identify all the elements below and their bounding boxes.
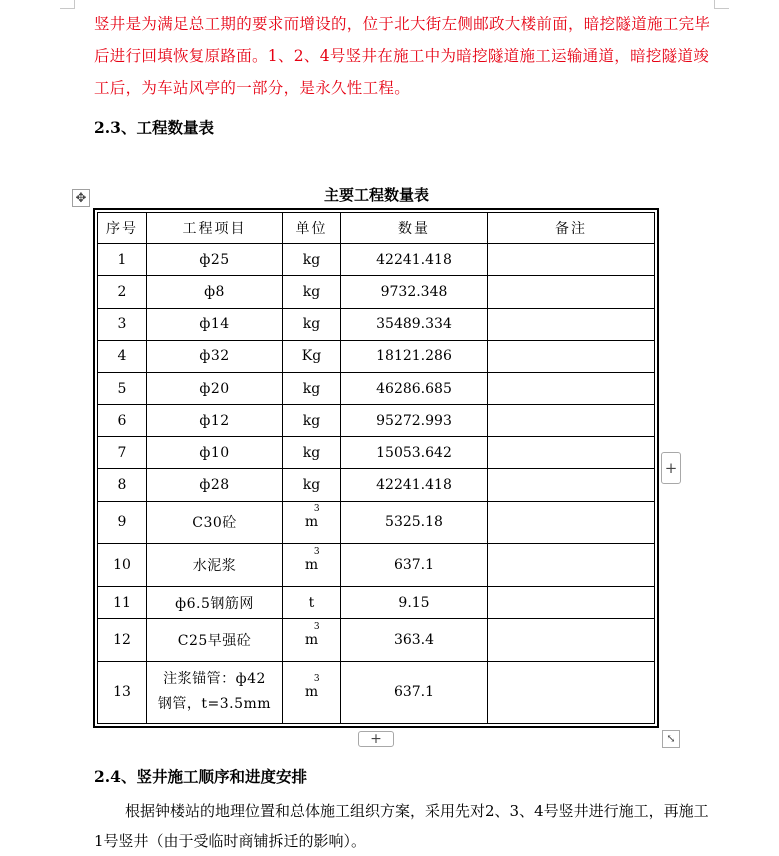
unit-m3 — [304, 674, 320, 701]
quantity-table — [93, 208, 659, 728]
cell-qty: 5325.18 — [341, 501, 488, 543]
cell-item-line2: 钢管，t=3.5mm — [157, 696, 272, 713]
unit-m3 — [304, 547, 320, 574]
cell-item: 水泥浆 — [147, 543, 283, 586]
cell-item — [147, 661, 283, 723]
cell-item-line1: 注浆锚管：ф42 — [163, 671, 266, 688]
table-row — [98, 501, 655, 543]
table-resize-handle-icon[interactable]: ⤡ — [662, 730, 680, 748]
cell-unit — [283, 543, 341, 586]
cell-item: ф10 — [147, 437, 283, 469]
unit-m3 — [304, 621, 320, 648]
unit-base: m — [304, 557, 319, 574]
cell-note[interactable] — [488, 276, 655, 308]
cell-note[interactable] — [488, 372, 655, 404]
cell-qty: 15053.642 — [341, 437, 488, 469]
cell-qty: 637.1 — [341, 543, 488, 586]
table-row — [98, 372, 655, 404]
cell-unit: kg — [283, 244, 341, 276]
table-row — [98, 308, 655, 340]
cell-item: ф28 — [147, 469, 283, 501]
cell-qty: 9732.348 — [341, 276, 488, 308]
cell-item: ф6.5钢筋网 — [147, 587, 283, 619]
cell-unit: kg — [283, 308, 341, 340]
cell-unit: kg — [283, 469, 341, 501]
table-row — [98, 405, 655, 437]
cell-unit: kg — [283, 372, 341, 404]
header-item: 工程项目 — [147, 213, 283, 244]
cell-unit: t — [283, 587, 341, 619]
cell-note[interactable] — [488, 405, 655, 437]
cell-qty: 46286.685 — [341, 372, 488, 404]
cell-note[interactable] — [488, 437, 655, 469]
cell-qty: 9.15 — [341, 587, 488, 619]
cell-qty: 42241.418 — [341, 469, 488, 501]
cell-note[interactable] — [488, 244, 655, 276]
table-row — [98, 244, 655, 276]
cell-unit: Kg — [283, 340, 341, 372]
table-move-handle-icon[interactable]: ✥ — [72, 189, 90, 207]
header-no: 序号 — [98, 213, 147, 244]
cell-unit — [283, 619, 341, 661]
cell-unit: kg — [283, 437, 341, 469]
cell-item: ф32 — [147, 340, 283, 372]
cell-no: 10 — [98, 543, 147, 586]
body-paragraph-text: 根据钟楼站的地理位置和总体施工组织方案，采用先对2、3、4号竖井进行施工，再施工1号竖井（由于受临时商铺拆迁的影响）。 — [94, 802, 709, 850]
cell-no: 4 — [98, 340, 147, 372]
cell-unit — [283, 501, 341, 543]
cell-no: 9 — [98, 501, 147, 543]
cell-no: 11 — [98, 587, 147, 619]
cell-note[interactable] — [488, 619, 655, 661]
table-row — [98, 469, 655, 501]
section-2-4-heading: 2.4、竖井施工顺序和进度安排 — [94, 767, 307, 786]
cell-no: 8 — [98, 469, 147, 501]
table-caption: 主要工程数量表 — [323, 186, 429, 204]
table-row — [98, 661, 655, 723]
cell-unit: kg — [283, 405, 341, 437]
table-row — [98, 587, 655, 619]
cell-qty: 18121.286 — [341, 340, 488, 372]
cell-no: 1 — [98, 244, 147, 276]
cell-item: ф25 — [147, 244, 283, 276]
cell-no: 6 — [98, 405, 147, 437]
cell-item: C30砼 — [147, 501, 283, 543]
unit-sup: 3 — [313, 504, 320, 515]
section-2-3-heading: 2.3、工程数量表 — [94, 118, 214, 137]
cell-unit: kg — [283, 276, 341, 308]
table-row — [98, 543, 655, 586]
cell-no: 5 — [98, 372, 147, 404]
cell-note[interactable] — [488, 501, 655, 543]
add-row-button[interactable]: + — [358, 731, 394, 747]
page-margin-mark-right — [714, 0, 729, 9]
cell-qty: 95272.993 — [341, 405, 488, 437]
cell-qty: 637.1 — [341, 661, 488, 723]
cell-no: 12 — [98, 619, 147, 661]
cell-no: 13 — [98, 661, 147, 723]
cell-item: ф20 — [147, 372, 283, 404]
unit-sup: 3 — [313, 621, 320, 632]
cell-no: 3 — [98, 308, 147, 340]
cell-item: ф8 — [147, 276, 283, 308]
header-unit: 单位 — [283, 213, 341, 244]
intro-paragraph: 竖井是为满足总工期的要求而增设的，位于北大街左侧邮政大楼前面，暗挖隧道施工完毕后进行回填恢复原路面。1、2、4号竖井在施工中为暗挖隧道施工运输通道，暗挖隧道竣工后，为车站风亭的一部分，是永久性工程。 — [94, 15, 711, 97]
cell-note[interactable] — [488, 308, 655, 340]
cell-item: C25早强砼 — [147, 619, 283, 661]
unit-m3 — [304, 504, 320, 531]
cell-note[interactable] — [488, 469, 655, 501]
cell-qty: 35489.334 — [341, 308, 488, 340]
cell-qty: 363.4 — [341, 619, 488, 661]
cell-no: 7 — [98, 437, 147, 469]
table-row — [98, 340, 655, 372]
cell-note[interactable] — [488, 661, 655, 723]
table-row — [98, 437, 655, 469]
unit-base: m — [304, 684, 319, 701]
body-paragraph — [94, 796, 714, 856]
cell-item: ф14 — [147, 308, 283, 340]
unit-sup: 3 — [313, 547, 320, 558]
unit-sup: 3 — [313, 674, 320, 685]
cell-note[interactable] — [488, 587, 655, 619]
add-column-button[interactable]: + — [661, 452, 681, 484]
header-qty: 数量 — [341, 213, 488, 244]
page-margin-mark-left — [60, 0, 75, 9]
table-header-row — [98, 213, 655, 244]
cell-unit — [283, 661, 341, 723]
unit-base: m — [304, 514, 319, 531]
cell-qty: 42241.418 — [341, 244, 488, 276]
cell-item: ф12 — [147, 405, 283, 437]
cell-note[interactable] — [488, 340, 655, 372]
table-row — [98, 276, 655, 308]
header-note: 备注 — [488, 213, 655, 244]
table-row — [98, 619, 655, 661]
cell-no: 2 — [98, 276, 147, 308]
cell-note[interactable] — [488, 543, 655, 586]
unit-base: m — [304, 631, 319, 648]
